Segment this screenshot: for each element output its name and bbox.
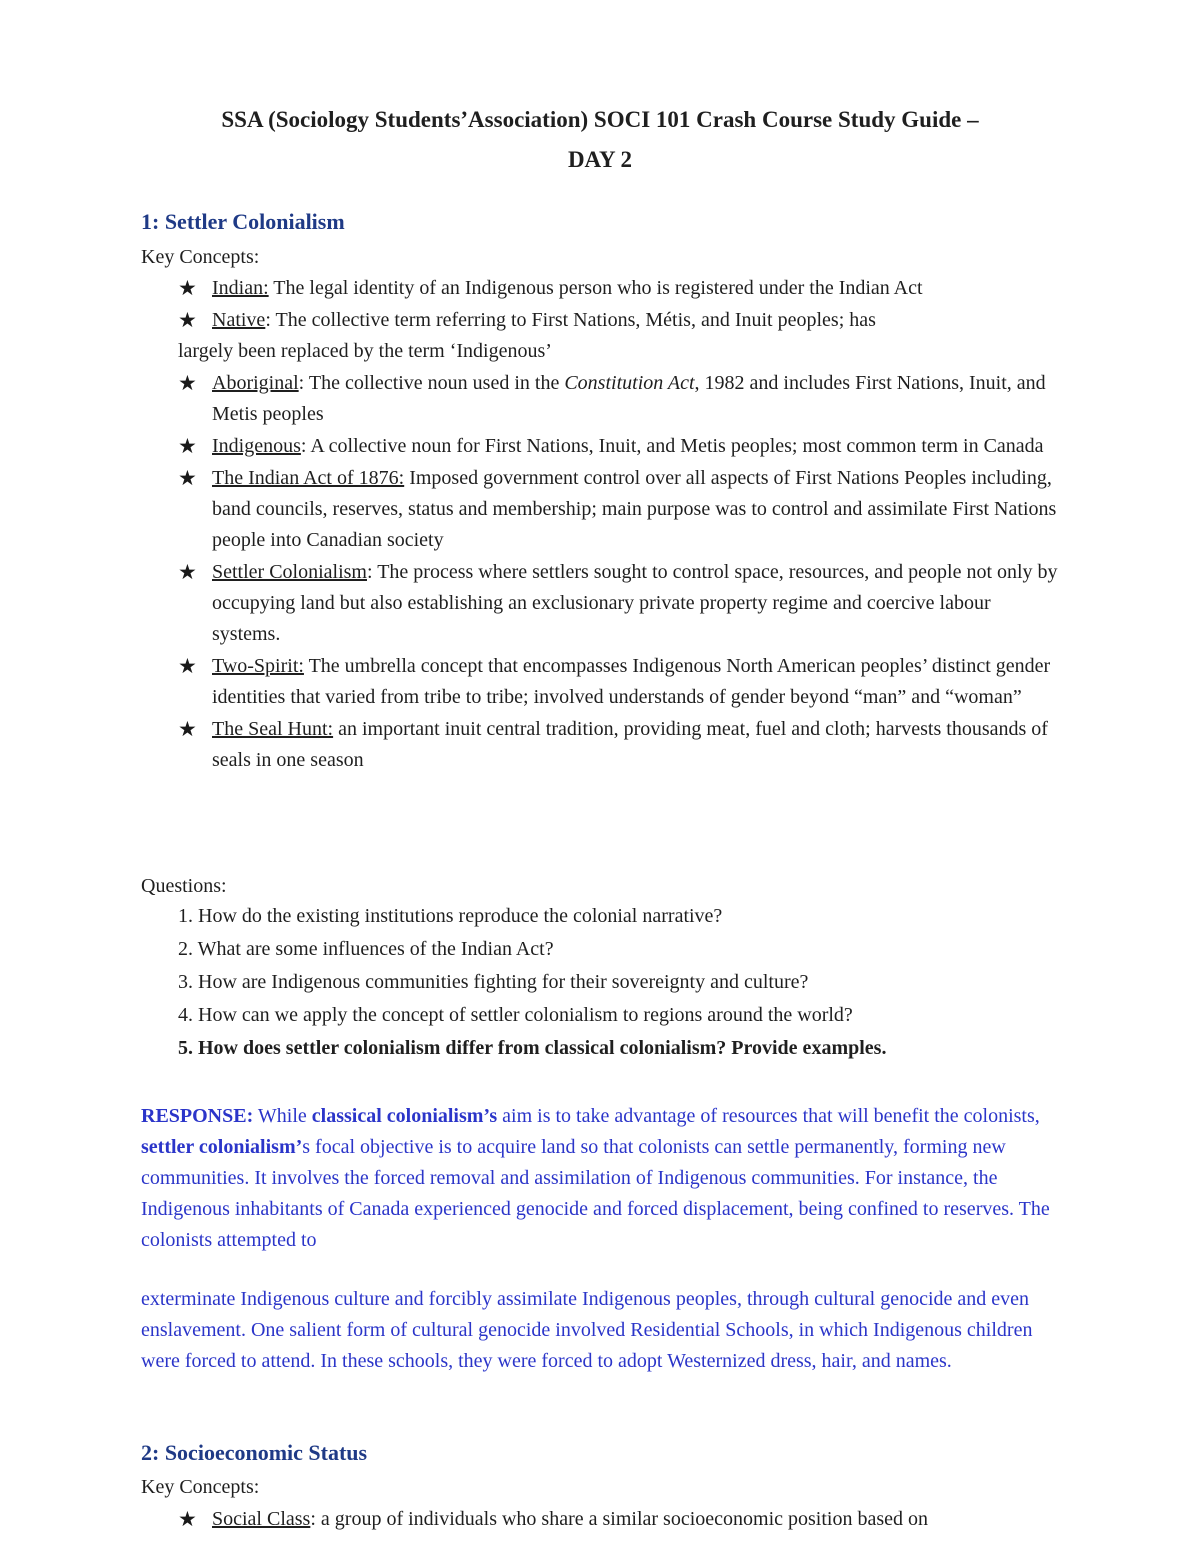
title-line-1: SSA (Sociology Students’Association) SOCI 101 Crash Course Study Guide –: [221, 107, 979, 132]
concept-item: [0, 463, 1200, 556]
response-text: aim is to take advantage of resources that will benefit the colonists,: [497, 1105, 1040, 1127]
document-title: [100, 100, 1100, 180]
concept-term: Native: [212, 309, 266, 331]
section-2-concept-list: [0, 1504, 1200, 1536]
concept-item: [0, 714, 1200, 776]
response-term-classical: classical colonialism’s: [311, 1105, 498, 1127]
star-icon: ★: [178, 560, 197, 584]
star-icon: ★: [178, 466, 197, 490]
concept-term: Social Class: [212, 1508, 311, 1530]
concept-term: Indian:: [212, 277, 269, 299]
star-icon: ★: [178, 434, 197, 458]
concept-item: [0, 1504, 1200, 1535]
section-1-concept-list: [0, 273, 1200, 777]
section-1-key-concepts-label: Key Concepts:: [141, 246, 260, 268]
question-item: 1. How do the existing institutions reproduce the colonial narrative?: [178, 905, 723, 927]
questions-label: Questions:: [141, 875, 227, 897]
concept-item: [0, 305, 1200, 367]
concept-term: The Seal Hunt:: [212, 718, 334, 740]
response-term-settler: settler colonialism’: [141, 1136, 303, 1158]
concept-definition: an important inuit central tradition, providing meat, fuel and cloth; harvests thousands of seals in one season: [212, 718, 1048, 771]
concept-term: Two-Spirit:: [212, 655, 304, 677]
concept-item: [0, 431, 1200, 462]
concept-definition: Imposed government control over all aspects of First Nations Peoples including, band councils, reserves, status and membership; main purpose was to control and assimilate First Nations people into Canadian society: [212, 467, 1057, 551]
concept-term: Indigenous: [212, 435, 301, 457]
star-icon: ★: [178, 654, 197, 678]
star-icon: ★: [178, 1507, 197, 1531]
star-icon: ★: [178, 371, 197, 395]
concept-item: [0, 651, 1200, 713]
concept-italic-title: Constitution Act: [564, 372, 695, 394]
response-paragraph-1: [141, 1101, 1071, 1256]
star-icon: ★: [178, 717, 197, 741]
question-item: 2. What are some influences of the Indian Act?: [178, 938, 554, 960]
concept-definition: The umbrella concept that encompasses Indigenous North American peoples’ distinct gender identities that varied from tribe to tribe; involved understands of gender beyond “man” and “woman”: [212, 655, 1051, 708]
concept-definition: : a group of individuals who share a similar socioeconomic position based on: [310, 1508, 928, 1530]
concept-term: Settler Colonialism: [212, 561, 367, 583]
concept-term: Aboriginal: [212, 372, 299, 394]
title-line-2: DAY 2: [567, 147, 633, 172]
star-icon: ★: [178, 276, 197, 300]
concept-item: [0, 273, 1200, 304]
response-paragraph-2: exterminate Indigenous culture and forcibly assimilate Indigenous peoples, through cultural genocide and even enslavement. One salient form of cultural genocide involved Residential Schools, in which Indigenous children were forced to attend. In these schools, they were forced to adopt Westernized dress, hair, and names.: [141, 1288, 1033, 1372]
concept-definition: The legal identity of an Indigenous person who is registered under the Indian Act: [268, 277, 923, 299]
section-1-heading: 1: Settler Colonialism: [141, 209, 345, 234]
concept-definition: : The collective noun used in the: [298, 372, 565, 394]
concept-item: [0, 557, 1200, 650]
response-label: RESPONSE:: [141, 1105, 254, 1127]
concept-definition: : The process where settlers sought to control space, resources, and people not only by occupying land but also establishing an exclusionary private property regime and coercive labour systems.: [212, 561, 1058, 645]
question-item-highlighted: 5. How does settler colonialism differ from classical colonialism? Provide examples.: [178, 1037, 887, 1059]
section-2-key-concepts-label: Key Concepts:: [141, 1476, 260, 1498]
question-item: 4. How can we apply the concept of settler colonialism to regions around the world?: [178, 1004, 853, 1026]
section-2-heading: 2: Socioeconomic Status: [141, 1440, 368, 1465]
concept-definition-end: , 1982 and includes First Nations, Inuit, and Metis peoples: [212, 372, 1046, 425]
response-text: s focal objective is to acquire land so that colonists can settle permanently, forming new communities. It involves the forced removal and assimilation of Indigenous communities. For instance, the Indigenous inhabitants of Canada experienced genocide and forced displacement, being confined to reserves. The colonists attempted to: [141, 1136, 1050, 1251]
question-item: 3. How are Indigenous communities fighting for their sovereignty and culture?: [178, 971, 809, 993]
concept-definition-continued: largely been replaced by the term ‘Indigenous’: [178, 340, 552, 362]
star-icon: ★: [178, 308, 197, 332]
response-text: While: [253, 1105, 312, 1127]
concept-definition: : The collective term referring to First Nations, Métis, and Inuit peoples; has: [265, 309, 876, 331]
concept-term: The Indian Act of 1876:: [212, 467, 405, 489]
question-list: [0, 900, 1200, 1065]
concept-item: [0, 368, 1200, 430]
concept-definition: : A collective noun for First Nations, Inuit, and Metis peoples; most common term in Canada: [300, 435, 1044, 457]
